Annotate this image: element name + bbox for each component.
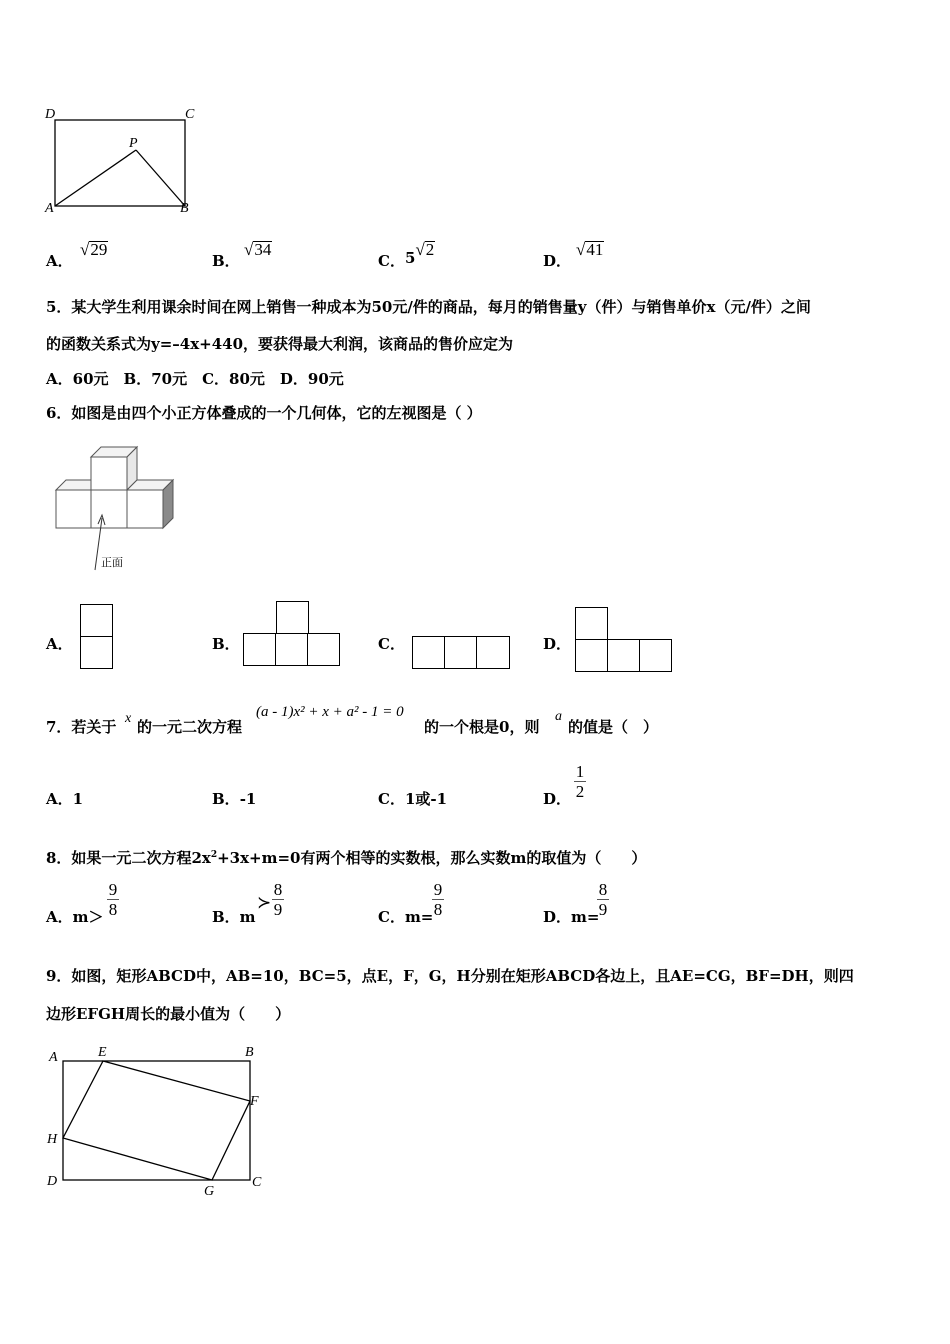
- q7-equation: (a - 1)x² + x + a² - 1 = 0: [256, 704, 404, 720]
- q9-question-line-2: 边形EFGH周长的最小值为（ ）: [46, 1005, 291, 1023]
- q7-question-part-2: 的一元二次方程: [137, 718, 243, 736]
- q7-var-a: a: [555, 709, 562, 724]
- q8-option-b-fraction: 8 9: [273, 880, 283, 919]
- q6-option-c-label: C．: [378, 635, 405, 653]
- q4-option-a-label: A．: [46, 252, 73, 270]
- q8-option-d-fraction: 8 9: [598, 880, 608, 919]
- q9-label-h: H: [47, 1132, 58, 1147]
- q4-segment-pb: [136, 150, 185, 206]
- q5-question-line-1: 5．某大学生利用课余时间在网上销售一种成本为50元/件的商品，每月的销售量y（件）与销售单价x（元/件）之间: [46, 298, 811, 316]
- q8-option-a-fraction: 9 8: [108, 880, 118, 919]
- q6-question: 6．如图是由四个小正方体叠成的一个几何体，它的左视图是（ ）: [46, 404, 482, 422]
- q8-option-d-label: D．m=: [543, 908, 600, 926]
- q4-option-d-value: √41: [576, 240, 604, 259]
- q9-label-a: A: [49, 1050, 58, 1065]
- q8-question: 8．如果一元二次方程$2x^2+3x+m=0$有两个相等的实数根，那么实数m的取值为（ ）: [46, 849, 647, 867]
- q7-option-a: A．1: [46, 790, 84, 808]
- q4-option-d-label: D．: [543, 252, 572, 270]
- q4-label-p: P: [129, 136, 138, 151]
- q5-options: A．60元 B．70元 C．80元 D．90元: [46, 370, 344, 388]
- q4-option-c-value: 5√2: [405, 240, 435, 267]
- q9-label-d: D: [47, 1174, 58, 1189]
- q8-option-b-label: B．m: [212, 908, 256, 926]
- q4-label-c: C: [185, 107, 195, 122]
- q6-figure-cubes: [50, 442, 185, 577]
- q4-option-c-label: C．: [378, 252, 405, 270]
- q9-label-g: G: [204, 1184, 215, 1199]
- q4-figure-rectangle-apb: [40, 100, 210, 220]
- q9-label-e: E: [98, 1045, 107, 1060]
- q4-option-b-label: B．: [212, 252, 240, 270]
- q6-option-a-label: A．: [46, 635, 73, 653]
- q6-option-b-label: B．: [212, 635, 240, 653]
- q8-option-b-relation: ≻: [257, 893, 272, 913]
- q5-question-line-2: 的函数关系式为y=–4x+440，要获得最大利润，该商品的售价应定为: [46, 335, 514, 353]
- q4-option-b-value: √34: [244, 240, 272, 259]
- q7-option-b: B．-1: [212, 790, 257, 808]
- q9-label-c: C: [252, 1175, 262, 1190]
- q7-option-d-label: D．: [543, 790, 572, 808]
- q8-option-c-fraction: 9 8: [433, 880, 443, 919]
- q4-option-a-value: √29: [80, 240, 108, 259]
- q9-rectangle: [63, 1061, 250, 1180]
- q7-var-x: x: [125, 711, 132, 726]
- q7-question-part-3: 的一个根是0，则: [424, 718, 540, 736]
- q6-option-d-label: D．: [543, 635, 572, 653]
- q4-label-d: D: [45, 107, 56, 122]
- q4-segment-ap: [55, 150, 136, 206]
- q9-figure-rectangle-efgh: [40, 1040, 280, 1205]
- q7-option-d-fraction: 1 2: [575, 762, 585, 801]
- q6-front-label: 正面: [101, 557, 123, 569]
- q9-label-f: F: [250, 1094, 259, 1109]
- q4-label-b: B: [180, 201, 189, 216]
- q9-question-line-1: 9．如图，矩形ABCD中，AB=10，BC=5，点E，F，G，H分别在矩形ABCD各边上，且AE=CG，BF=DH，则四: [46, 967, 854, 985]
- q9-quadrilateral: [63, 1061, 250, 1180]
- q8-option-c-label: C．m=: [378, 908, 434, 926]
- q7-question-part-4: 的值是（ ）: [568, 718, 659, 736]
- q9-label-b: B: [245, 1045, 254, 1060]
- q4-label-a: A: [45, 201, 54, 216]
- q7-option-c: C．1或-1: [378, 790, 448, 808]
- q8-option-a-label: A．m＞: [46, 908, 104, 926]
- q7-question-part-1: 7．若关于: [46, 718, 117, 736]
